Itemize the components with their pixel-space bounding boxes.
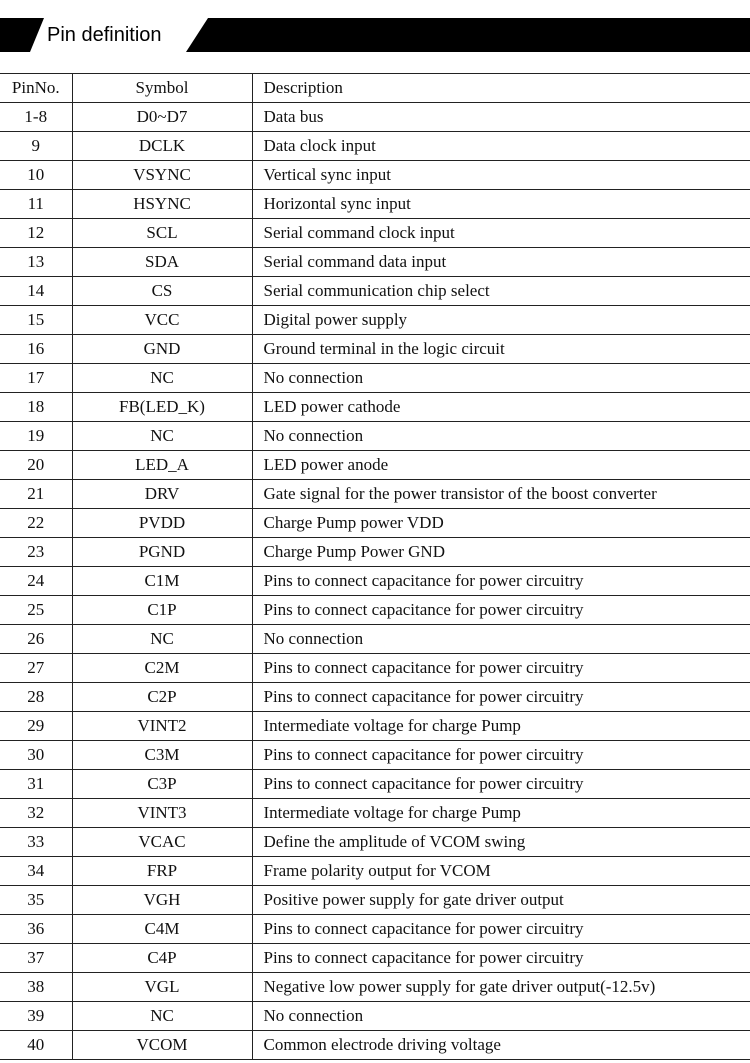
- table-row: [0, 364, 750, 393]
- table-row: [0, 393, 750, 422]
- pin-number-cell: 26: [0, 625, 72, 654]
- table-row: [0, 132, 750, 161]
- symbol-cell: SCL: [72, 219, 252, 248]
- description-cell: No connection: [252, 364, 750, 393]
- table-row: [0, 915, 750, 944]
- pin-number-cell: 21: [0, 480, 72, 509]
- description-cell: Serial command data input: [252, 248, 750, 277]
- symbol-cell: VGL: [72, 973, 252, 1002]
- symbol-cell: CS: [72, 277, 252, 306]
- description-cell: Serial communication chip select: [252, 277, 750, 306]
- column-header-pin-no: PinNo.: [0, 74, 72, 103]
- pin-definition-table: [0, 73, 750, 1060]
- symbol-cell: DRV: [72, 480, 252, 509]
- column-header-symbol: Symbol: [72, 74, 252, 103]
- symbol-cell: VGH: [72, 886, 252, 915]
- table-row: [0, 973, 750, 1002]
- table-row: [0, 509, 750, 538]
- table-row: [0, 596, 750, 625]
- description-cell: No connection: [252, 1002, 750, 1031]
- pin-number-cell: 39: [0, 1002, 72, 1031]
- pin-number-cell: 11: [0, 190, 72, 219]
- pin-number-cell: 14: [0, 277, 72, 306]
- pin-number-cell: 37: [0, 944, 72, 973]
- symbol-cell: FB(LED_K): [72, 393, 252, 422]
- pin-number-cell: 9: [0, 132, 72, 161]
- symbol-cell: VSYNC: [72, 161, 252, 190]
- description-cell: Digital power supply: [252, 306, 750, 335]
- table-row: [0, 335, 750, 364]
- description-cell: Frame polarity output for VCOM: [252, 857, 750, 886]
- table-row: [0, 538, 750, 567]
- table-row: [0, 306, 750, 335]
- pin-number-cell: 22: [0, 509, 72, 538]
- symbol-cell: PVDD: [72, 509, 252, 538]
- description-cell: LED power cathode: [252, 393, 750, 422]
- description-cell: Gate signal for the power transistor of the boost converter: [252, 480, 750, 509]
- table-row: [0, 277, 750, 306]
- pin-number-cell: 1-8: [0, 103, 72, 132]
- table-row: [0, 683, 750, 712]
- symbol-cell: C3P: [72, 770, 252, 799]
- symbol-cell: VCC: [72, 306, 252, 335]
- table-row: [0, 770, 750, 799]
- pin-number-cell: 17: [0, 364, 72, 393]
- pin-number-cell: 18: [0, 393, 72, 422]
- pin-number-cell: 28: [0, 683, 72, 712]
- symbol-cell: NC: [72, 1002, 252, 1031]
- symbol-cell: NC: [72, 625, 252, 654]
- pin-number-cell: 10: [0, 161, 72, 190]
- description-cell: Pins to connect capacitance for power circuitry: [252, 567, 750, 596]
- symbol-cell: NC: [72, 422, 252, 451]
- description-cell: LED power anode: [252, 451, 750, 480]
- table-row: [0, 422, 750, 451]
- table-header-row: [0, 74, 750, 103]
- pin-number-cell: 36: [0, 915, 72, 944]
- description-cell: Pins to connect capacitance for power circuitry: [252, 596, 750, 625]
- symbol-cell: C2P: [72, 683, 252, 712]
- description-cell: Charge Pump Power GND: [252, 538, 750, 567]
- pin-number-cell: 32: [0, 799, 72, 828]
- symbol-cell: GND: [72, 335, 252, 364]
- column-header-description: Description: [252, 74, 750, 103]
- pin-number-cell: 25: [0, 596, 72, 625]
- description-cell: Charge Pump power VDD: [252, 509, 750, 538]
- table-row: [0, 886, 750, 915]
- symbol-cell: VCAC: [72, 828, 252, 857]
- description-cell: Negative low power supply for gate driver output(-12.5v): [252, 973, 750, 1002]
- description-cell: Pins to connect capacitance for power circuitry: [252, 944, 750, 973]
- pin-number-cell: 23: [0, 538, 72, 567]
- description-cell: Horizontal sync input: [252, 190, 750, 219]
- table-row: [0, 799, 750, 828]
- table-row: [0, 712, 750, 741]
- symbol-cell: NC: [72, 364, 252, 393]
- description-cell: Intermediate voltage for charge Pump: [252, 799, 750, 828]
- symbol-cell: C4P: [72, 944, 252, 973]
- symbol-cell: HSYNC: [72, 190, 252, 219]
- table-row: [0, 480, 750, 509]
- description-cell: Data clock input: [252, 132, 750, 161]
- pin-number-cell: 20: [0, 451, 72, 480]
- pin-number-cell: 19: [0, 422, 72, 451]
- description-cell: No connection: [252, 625, 750, 654]
- pin-number-cell: 12: [0, 219, 72, 248]
- pin-number-cell: 29: [0, 712, 72, 741]
- pin-number-cell: 15: [0, 306, 72, 335]
- table-row: [0, 741, 750, 770]
- pin-number-cell: 27: [0, 654, 72, 683]
- pin-number-cell: 35: [0, 886, 72, 915]
- symbol-cell: VINT3: [72, 799, 252, 828]
- table-row: [0, 654, 750, 683]
- symbol-cell: SDA: [72, 248, 252, 277]
- description-cell: Pins to connect capacitance for power circuitry: [252, 683, 750, 712]
- table-row: [0, 944, 750, 973]
- symbol-cell: LED_A: [72, 451, 252, 480]
- table-row: [0, 248, 750, 277]
- pin-number-cell: 24: [0, 567, 72, 596]
- symbol-cell: VINT2: [72, 712, 252, 741]
- pin-number-cell: 33: [0, 828, 72, 857]
- symbol-cell: C3M: [72, 741, 252, 770]
- symbol-cell: VCOM: [72, 1031, 252, 1060]
- table-row: [0, 103, 750, 132]
- section-title: Pin definition: [47, 24, 162, 46]
- description-cell: Vertical sync input: [252, 161, 750, 190]
- description-cell: Positive power supply for gate driver output: [252, 886, 750, 915]
- pin-number-cell: 31: [0, 770, 72, 799]
- symbol-cell: C4M: [72, 915, 252, 944]
- table-row: [0, 451, 750, 480]
- symbol-cell: C2M: [72, 654, 252, 683]
- table-row: [0, 567, 750, 596]
- description-cell: No connection: [252, 422, 750, 451]
- table-row: [0, 857, 750, 886]
- table-row: [0, 1031, 750, 1060]
- description-cell: Serial command clock input: [252, 219, 750, 248]
- table-row: [0, 828, 750, 857]
- symbol-cell: DCLK: [72, 132, 252, 161]
- table-row: [0, 190, 750, 219]
- table-row: [0, 1002, 750, 1031]
- pin-number-cell: 30: [0, 741, 72, 770]
- description-cell: Pins to connect capacitance for power circuitry: [252, 654, 750, 683]
- description-cell: Pins to connect capacitance for power circuitry: [252, 915, 750, 944]
- symbol-cell: D0~D7: [72, 103, 252, 132]
- table-row: [0, 161, 750, 190]
- description-cell: Ground terminal in the logic circuit: [252, 335, 750, 364]
- symbol-cell: PGND: [72, 538, 252, 567]
- symbol-cell: C1M: [72, 567, 252, 596]
- description-cell: Define the amplitude of VCOM swing: [252, 828, 750, 857]
- description-cell: Pins to connect capacitance for power circuitry: [252, 741, 750, 770]
- symbol-cell: FRP: [72, 857, 252, 886]
- description-cell: Pins to connect capacitance for power circuitry: [252, 770, 750, 799]
- description-cell: Intermediate voltage for charge Pump: [252, 712, 750, 741]
- description-cell: Common electrode driving voltage: [252, 1031, 750, 1060]
- table-row: [0, 219, 750, 248]
- pin-number-cell: 40: [0, 1031, 72, 1060]
- pin-number-cell: 38: [0, 973, 72, 1002]
- pin-number-cell: 34: [0, 857, 72, 886]
- symbol-cell: C1P: [72, 596, 252, 625]
- pin-number-cell: 13: [0, 248, 72, 277]
- pin-number-cell: 16: [0, 335, 72, 364]
- table-row: [0, 625, 750, 654]
- description-cell: Data bus: [252, 103, 750, 132]
